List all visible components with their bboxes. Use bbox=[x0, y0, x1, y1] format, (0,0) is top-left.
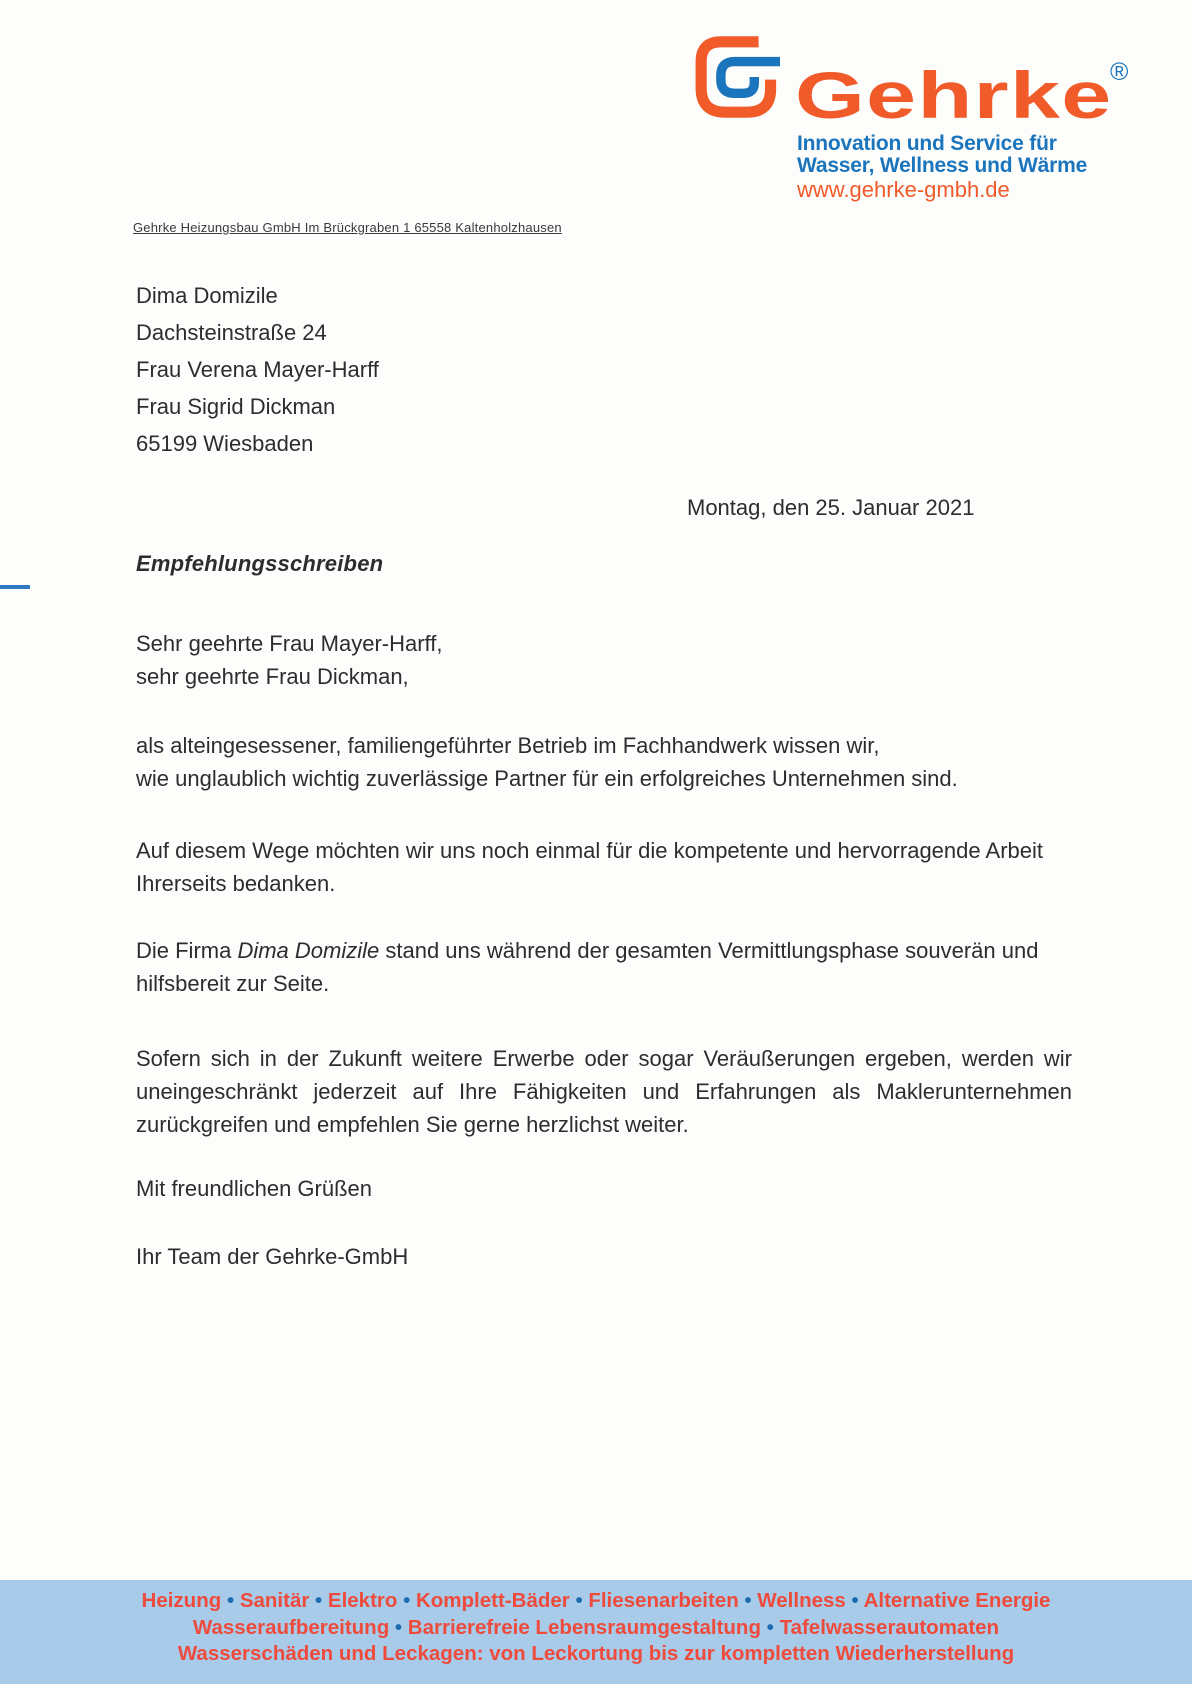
recipient-line: Dachsteinstraße 24 bbox=[136, 320, 327, 345]
footer-service-item: Heizung bbox=[141, 1589, 222, 1612]
bullet-separator-icon: • bbox=[845, 1589, 864, 1612]
paragraph-line: wie unglaublich wichtig zuverlässige Partner für ein erfolgreiches Unternehmen sind. bbox=[136, 766, 958, 791]
subject-line: Empfehlungsschreiben bbox=[136, 551, 384, 576]
recipient-line: Frau Sigrid Dickman bbox=[136, 394, 336, 419]
brand-wordmark: Gehrke bbox=[795, 58, 1113, 132]
closing-line: Mit freundlichen Grüßen bbox=[136, 1176, 372, 1201]
footer-service-item: Barrierefreie Lebensraumgestaltung bbox=[407, 1615, 761, 1639]
website-url: www.gehrke-gmbh.de bbox=[797, 177, 1010, 202]
paragraph-line: Ihrerseits bedanken. bbox=[136, 871, 336, 896]
bullet-separator-icon: • bbox=[760, 1615, 780, 1639]
footer-service-item: Komplett-Bäder bbox=[415, 1589, 570, 1612]
recipient-line: 65199 Wiesbaden bbox=[136, 431, 314, 456]
signature-line: Ihr Team der Gehrke-GmbH bbox=[136, 1244, 409, 1269]
recipient-line: Frau Verena Mayer-Harff bbox=[136, 357, 379, 382]
letter-date: Montag, den 25. Januar 2021 bbox=[687, 495, 975, 520]
paragraph-line: Auf diesem Wege möchten wir uns noch einmal für die kompetente und hervorragende Arbeit bbox=[136, 838, 1043, 863]
footer-service-item: Wellness bbox=[757, 1589, 846, 1612]
body-paragraph-3 bbox=[136, 934, 1072, 1000]
paragraph-line: als alteingesessener, familiengeführter Betrieb im Fachhandwerk wissen wir, bbox=[136, 733, 880, 758]
tagline-line-1: Innovation und Service für bbox=[797, 132, 1057, 155]
bullet-separator-icon: • bbox=[221, 1589, 240, 1612]
footer-service-item: Wasseraufbereitung bbox=[192, 1615, 390, 1639]
footer-service-item: Elektro bbox=[327, 1589, 398, 1612]
tagline-line-2: Wasser, Wellness und Wärme bbox=[797, 154, 1088, 177]
footer-services-line-3: Wasserschäden und Leckagen: von Leckortung bis zur kompletten Wiederherstellung bbox=[177, 1642, 1015, 1665]
salutation-line: Sehr geehrte Frau Mayer-Harff, bbox=[136, 631, 443, 656]
body-paragraph-2 bbox=[136, 834, 1072, 900]
paragraph-line: hilfsbereit zur Seite. bbox=[136, 971, 330, 996]
recipient-line: Dima Domizile bbox=[136, 283, 278, 308]
footer-services-line-2 bbox=[0, 1615, 1192, 1642]
paragraph-line: uneingeschränkt jederzeit auf Ihre Fähigkeiten und Erfahrungen als Maklerunternehmen bbox=[136, 1079, 1072, 1104]
body-paragraph-1 bbox=[136, 729, 1072, 795]
body-paragraph-4 bbox=[136, 1042, 1072, 1141]
salutation-line: sehr geehrte Frau Dickman, bbox=[136, 664, 409, 689]
footer-service-item: Fliesenarbeiten bbox=[588, 1589, 739, 1612]
paragraph-line: Sofern sich in der Zukunft weitere Erwerbe oder sogar Veräußerungen ergeben, werden wir bbox=[136, 1046, 1072, 1071]
bullet-separator-icon: • bbox=[569, 1589, 589, 1612]
footer-service-item: Alternative Energie bbox=[863, 1589, 1051, 1612]
firm-name-italic: Dima Domizile bbox=[237, 938, 380, 963]
paragraph-line bbox=[136, 934, 1072, 967]
paragraph-text: stand uns während der gesamten Vermittlungsphase souverän und bbox=[379, 938, 1039, 963]
recipient-address-block bbox=[136, 277, 379, 462]
sender-return-address: Gehrke Heizungsbau GmbH Im Brückgraben 1 65558 Kaltenholzhausen bbox=[133, 220, 562, 235]
bullet-separator-icon: • bbox=[309, 1589, 328, 1612]
footer-services-line-1 bbox=[0, 1588, 1192, 1615]
footer-services-band bbox=[0, 1580, 1192, 1684]
registered-trademark-icon: ® bbox=[1110, 58, 1129, 86]
salutation-block bbox=[136, 627, 443, 693]
bullet-separator-icon: • bbox=[397, 1589, 416, 1612]
paragraph-text: Die Firma bbox=[136, 938, 238, 963]
bullet-separator-icon: • bbox=[389, 1615, 408, 1639]
fold-mark bbox=[0, 585, 30, 589]
paragraph-line: zurückgreifen und empfehlen Sie gerne herzlichst weiter. bbox=[136, 1112, 689, 1137]
footer-service-item: Sanitär bbox=[239, 1589, 310, 1612]
gehrke-logo-icon bbox=[695, 35, 781, 119]
footer-service-item: Tafelwasserautomaten bbox=[779, 1615, 1000, 1639]
bullet-separator-icon: • bbox=[738, 1589, 758, 1612]
